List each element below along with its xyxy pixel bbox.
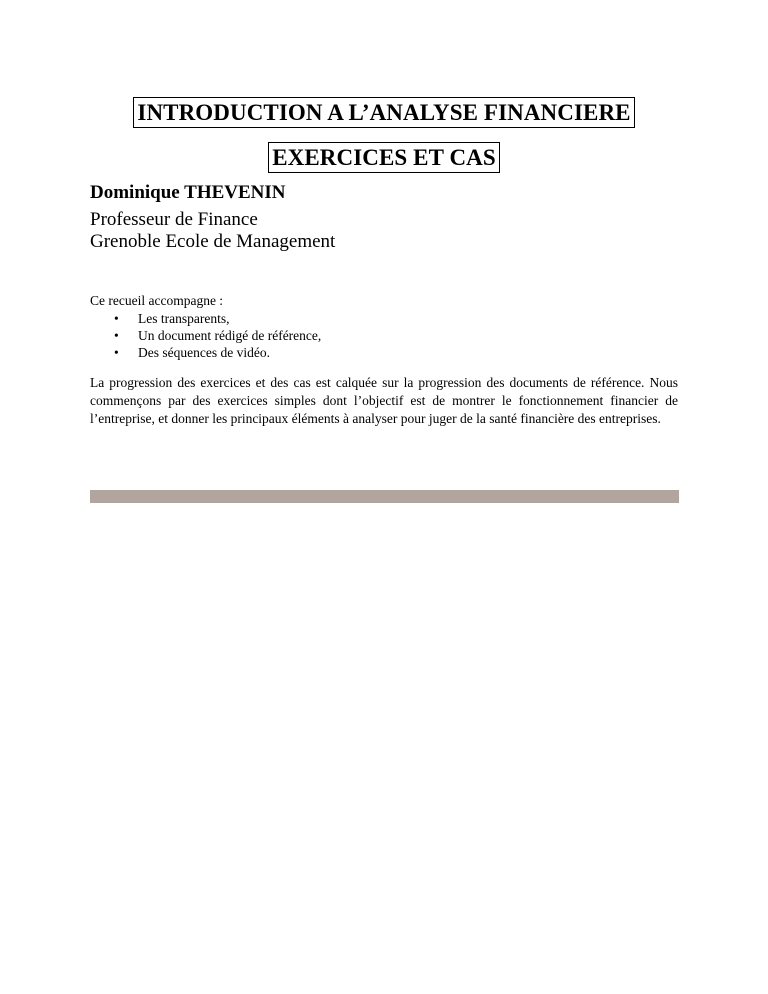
- bullet-icon: •: [114, 328, 119, 343]
- document-subtitle: EXERCICES ET CAS: [268, 142, 500, 173]
- body-paragraph: La progression des exercices et des cas est calquée sur la progression des documents de référence. Nous commençons par des exercices simples dont l’objectif est de montrer le fonctionnement financier de l’entreprise, et donner les principaux éléments à analyser pour juger de la santé financière des entreprises.: [90, 375, 678, 426]
- author-name: Dominique THEVENIN: [90, 182, 286, 203]
- bullet-icon: •: [114, 345, 119, 360]
- author-school: Grenoble Ecole de Management: [90, 231, 336, 252]
- divider-bar: [90, 490, 679, 503]
- bullet-text: Des séquences de vidéo.: [138, 345, 270, 360]
- bullet-item: [114, 327, 321, 344]
- bullet-icon: •: [114, 311, 119, 326]
- bullet-text: Un document rédigé de référence,: [138, 328, 322, 343]
- author-role: Professeur de Finance: [90, 209, 258, 230]
- bullet-list: [114, 310, 321, 361]
- title-row-1: [0, 97, 768, 128]
- bullet-text: Les transparents,: [138, 311, 230, 326]
- title-row-2: [0, 142, 768, 173]
- document-title: INTRODUCTION A L’ANALYSE FINANCIERE: [133, 97, 634, 128]
- intro-text: Ce recueil accompagne :: [90, 293, 224, 308]
- bullet-item: [114, 310, 321, 327]
- bullet-item: [114, 344, 321, 361]
